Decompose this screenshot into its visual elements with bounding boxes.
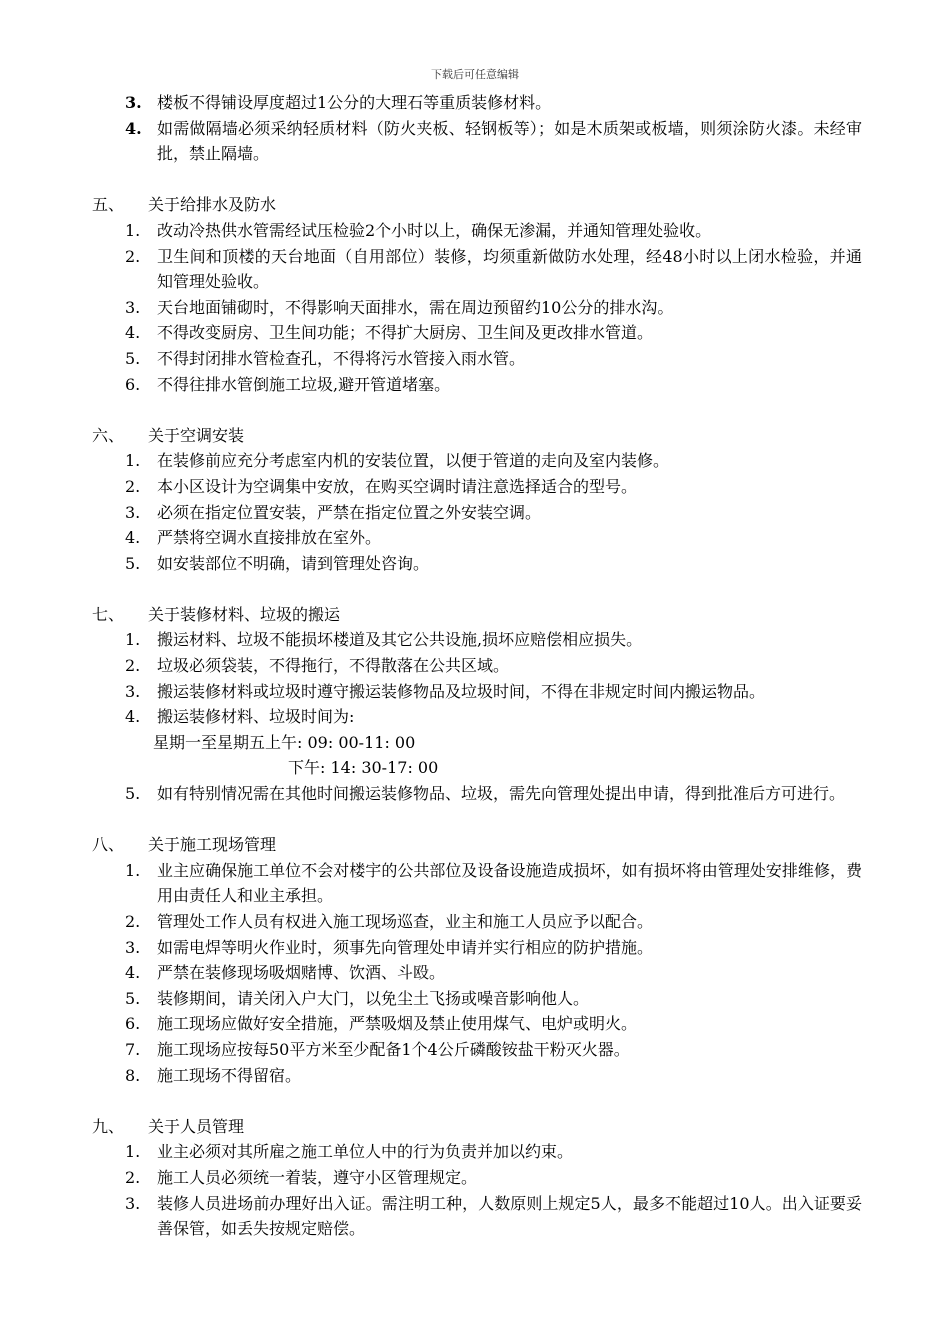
list-item xyxy=(92,372,862,398)
section-number: 九、 xyxy=(92,1116,125,1136)
item-text: 不得改变厨房、卫生间功能；不得扩大厨房、卫生间及更改排水管道。 xyxy=(157,323,654,343)
item-number: 4. xyxy=(125,118,142,138)
item-text: 装修期间，请关闭入户大门，以免尘土飞扬或噪音影响他人。 xyxy=(157,988,590,1008)
item-number: 5. xyxy=(125,988,141,1008)
item-number: 3. xyxy=(125,297,141,317)
list-item xyxy=(92,1063,862,1089)
item-text: 业主应确保施工单位不会对楼宇的公共部位及设备设施造成损坏，如有损坏将由管理处安排维修，费用由责任人和业主承担。 xyxy=(157,860,862,906)
list-item xyxy=(92,218,862,244)
list-item xyxy=(92,320,862,346)
list-item xyxy=(92,90,862,116)
item-number: 2. xyxy=(125,476,141,496)
list-item xyxy=(92,1011,862,1037)
item-text: 天台地面铺砌时，不得影响天面排水，需在周边预留约10公分的排水沟。 xyxy=(157,297,674,317)
list-item xyxy=(92,1139,862,1165)
list-item xyxy=(92,500,862,526)
list-item xyxy=(92,295,862,321)
list-item xyxy=(92,1037,862,1063)
list-item xyxy=(92,474,862,500)
item-number: 4. xyxy=(125,963,141,983)
section-air-conditioning xyxy=(92,423,862,577)
item-text: 业主必须对其所雇之施工单位人中的行为负责并加以约束。 xyxy=(157,1142,574,1162)
item-number: 3. xyxy=(125,681,141,701)
document-body xyxy=(92,90,862,1242)
item-text: 施工现场应做好安全措施，严禁吸烟及禁止使用煤气、电炉或明火。 xyxy=(157,1014,638,1034)
item-number: 1. xyxy=(125,630,141,650)
item-number: 3. xyxy=(125,502,141,522)
page-header: 下载后可任意编辑 xyxy=(431,68,519,81)
list-item xyxy=(92,551,862,577)
section-water-drainage xyxy=(92,192,862,397)
section-title: 关于装修材料、垃圾的搬运 xyxy=(148,604,341,624)
continued-items xyxy=(92,90,862,167)
item-number: 5. xyxy=(125,553,141,573)
item-number: 6. xyxy=(125,1014,141,1034)
item-text: 施工现场应按每50平方米至少配备1个4公斤磷酸铵盐干粉灭火器。 xyxy=(157,1039,630,1059)
item-number: 6. xyxy=(125,374,141,394)
item-number: 2. xyxy=(125,1167,141,1187)
item-text: 严禁在装修现场吸烟赌博、饮酒、斗殴。 xyxy=(157,963,446,983)
item-text: 搬运装修材料或垃圾时遵守搬运装修物品及垃圾时间，不得在非规定时间内搬运物品。 xyxy=(157,681,766,701)
item-number: 2. xyxy=(125,912,141,931)
item-text: 本小区设计为空调集中安放，在购买空调时请注意选择适合的型号。 xyxy=(157,476,638,496)
item-text: 装修人员进场前办理好出入证。需注明工种，人数原则上规定5人，最多不能超过10人。出入证要妥善保管，如丢失按规定赔偿。 xyxy=(157,1193,862,1239)
list-item xyxy=(92,1191,862,1242)
item-number: 2. xyxy=(125,246,141,266)
section-heading xyxy=(92,602,862,628)
item-text: 严禁将空调水直接排放在室外。 xyxy=(157,528,382,548)
item-number: 5. xyxy=(125,348,141,368)
list-item xyxy=(92,116,862,167)
item-number: 4. xyxy=(125,528,141,548)
item-number: 1. xyxy=(125,860,141,880)
list-item xyxy=(92,627,862,653)
section-personnel-management xyxy=(92,1114,862,1242)
list-item xyxy=(92,781,862,807)
item-text: 搬运装修材料、垃圾时间为: xyxy=(157,707,355,727)
list-item xyxy=(92,653,862,679)
list-item xyxy=(92,346,862,372)
item-text: 如有特别情况需在其他时间搬运装修物品、垃圾，需先向管理处提出申请，得到批准后方可进行。 xyxy=(157,784,846,804)
section-heading xyxy=(92,832,862,858)
list-item xyxy=(92,679,862,705)
item-number: 7. xyxy=(125,1039,141,1059)
item-text: 垃圾必须袋装，不得拖行，不得散落在公共区域。 xyxy=(157,656,510,676)
section-number: 五、 xyxy=(92,195,125,215)
item-number: 2. xyxy=(125,656,141,676)
item-number: 5. xyxy=(125,784,141,804)
item-number: 4. xyxy=(125,323,141,343)
section-title: 关于施工现场管理 xyxy=(148,835,277,855)
list-item xyxy=(92,858,862,909)
list-item xyxy=(92,909,862,935)
list-item xyxy=(92,448,862,474)
section-number: 八、 xyxy=(92,835,125,855)
list-item xyxy=(92,1165,862,1191)
section-site-management xyxy=(92,832,862,1088)
section-number: 六、 xyxy=(92,425,125,445)
list-item xyxy=(92,244,862,295)
item-text: 管理处工作人员有权进入施工现场巡查，业主和施工人员应予以配合。 xyxy=(157,912,654,931)
section-heading xyxy=(92,1114,862,1140)
item-text: 如安装部位不明确，请到管理处咨询。 xyxy=(157,553,430,573)
item-number: 3. xyxy=(125,1193,141,1213)
item-number: 4. xyxy=(125,707,141,727)
item-number: 3. xyxy=(125,937,141,957)
item-text: 搬运材料、垃圾不能损坏楼道及其它公共设施,损坏应赔偿相应损失。 xyxy=(157,630,643,650)
item-text: 如需做隔墙必须采纳轻质材料（防火夹板、轻钢板等）；如是木质架或板墙，则须涂防火漆。未经审批，禁止隔墙。 xyxy=(157,118,862,164)
item-number: 1. xyxy=(125,451,141,471)
item-text: 改动冷热供水管需经试压检验2个小时以上，确保无渗漏，并通知管理处验收。 xyxy=(157,220,712,240)
list-item xyxy=(92,525,862,551)
item-text: 施工人员必须统一着装，遵守小区管理规定。 xyxy=(157,1167,478,1187)
section-title: 关于空调安装 xyxy=(148,425,245,445)
item-number: 1. xyxy=(125,1142,141,1162)
item-text: 楼板不得铺设厚度超过1公分的大理石等重质装修材料。 xyxy=(157,93,552,112)
section-number: 七、 xyxy=(92,604,125,624)
section-title: 关于人员管理 xyxy=(148,1116,245,1136)
section-heading xyxy=(92,423,862,449)
list-item xyxy=(92,935,862,961)
list-item xyxy=(92,704,862,730)
list-item xyxy=(92,986,862,1012)
item-number: 8. xyxy=(125,1065,141,1085)
item-text: 在装修前应充分考虑室内机的安装位置，以便于管道的走向及室内装修。 xyxy=(157,451,670,471)
schedule-morning: 星期一至星期五上午: 09: 00-11: 00 xyxy=(153,732,416,752)
schedule-afternoon: 下午: 14: 30-17: 00 xyxy=(288,758,439,778)
item-text: 施工现场不得留宿。 xyxy=(157,1065,302,1085)
item-text: 不得往排水管倒施工垃圾,避开管道堵塞。 xyxy=(157,374,451,394)
item-text: 如需电焊等明火作业时，须事先向管理处申请并实行相应的防护措施。 xyxy=(157,937,654,957)
section-title: 关于给排水及防水 xyxy=(148,195,277,215)
section-material-transport xyxy=(92,602,862,807)
item-text: 必须在指定位置安装，严禁在指定位置之外安装空调。 xyxy=(157,502,542,522)
section-heading xyxy=(92,192,862,218)
item-number: 3. xyxy=(125,93,142,112)
item-number: 1. xyxy=(125,220,141,240)
list-item xyxy=(92,960,862,986)
item-text: 不得封闭排水管检查孔，不得将污水管接入雨水管。 xyxy=(157,348,526,368)
item-text: 卫生间和顶楼的天台地面（自用部位）装修，均须重新做防水处理，经48小时以上闭水检验，并通知管理处验收。 xyxy=(157,246,862,292)
